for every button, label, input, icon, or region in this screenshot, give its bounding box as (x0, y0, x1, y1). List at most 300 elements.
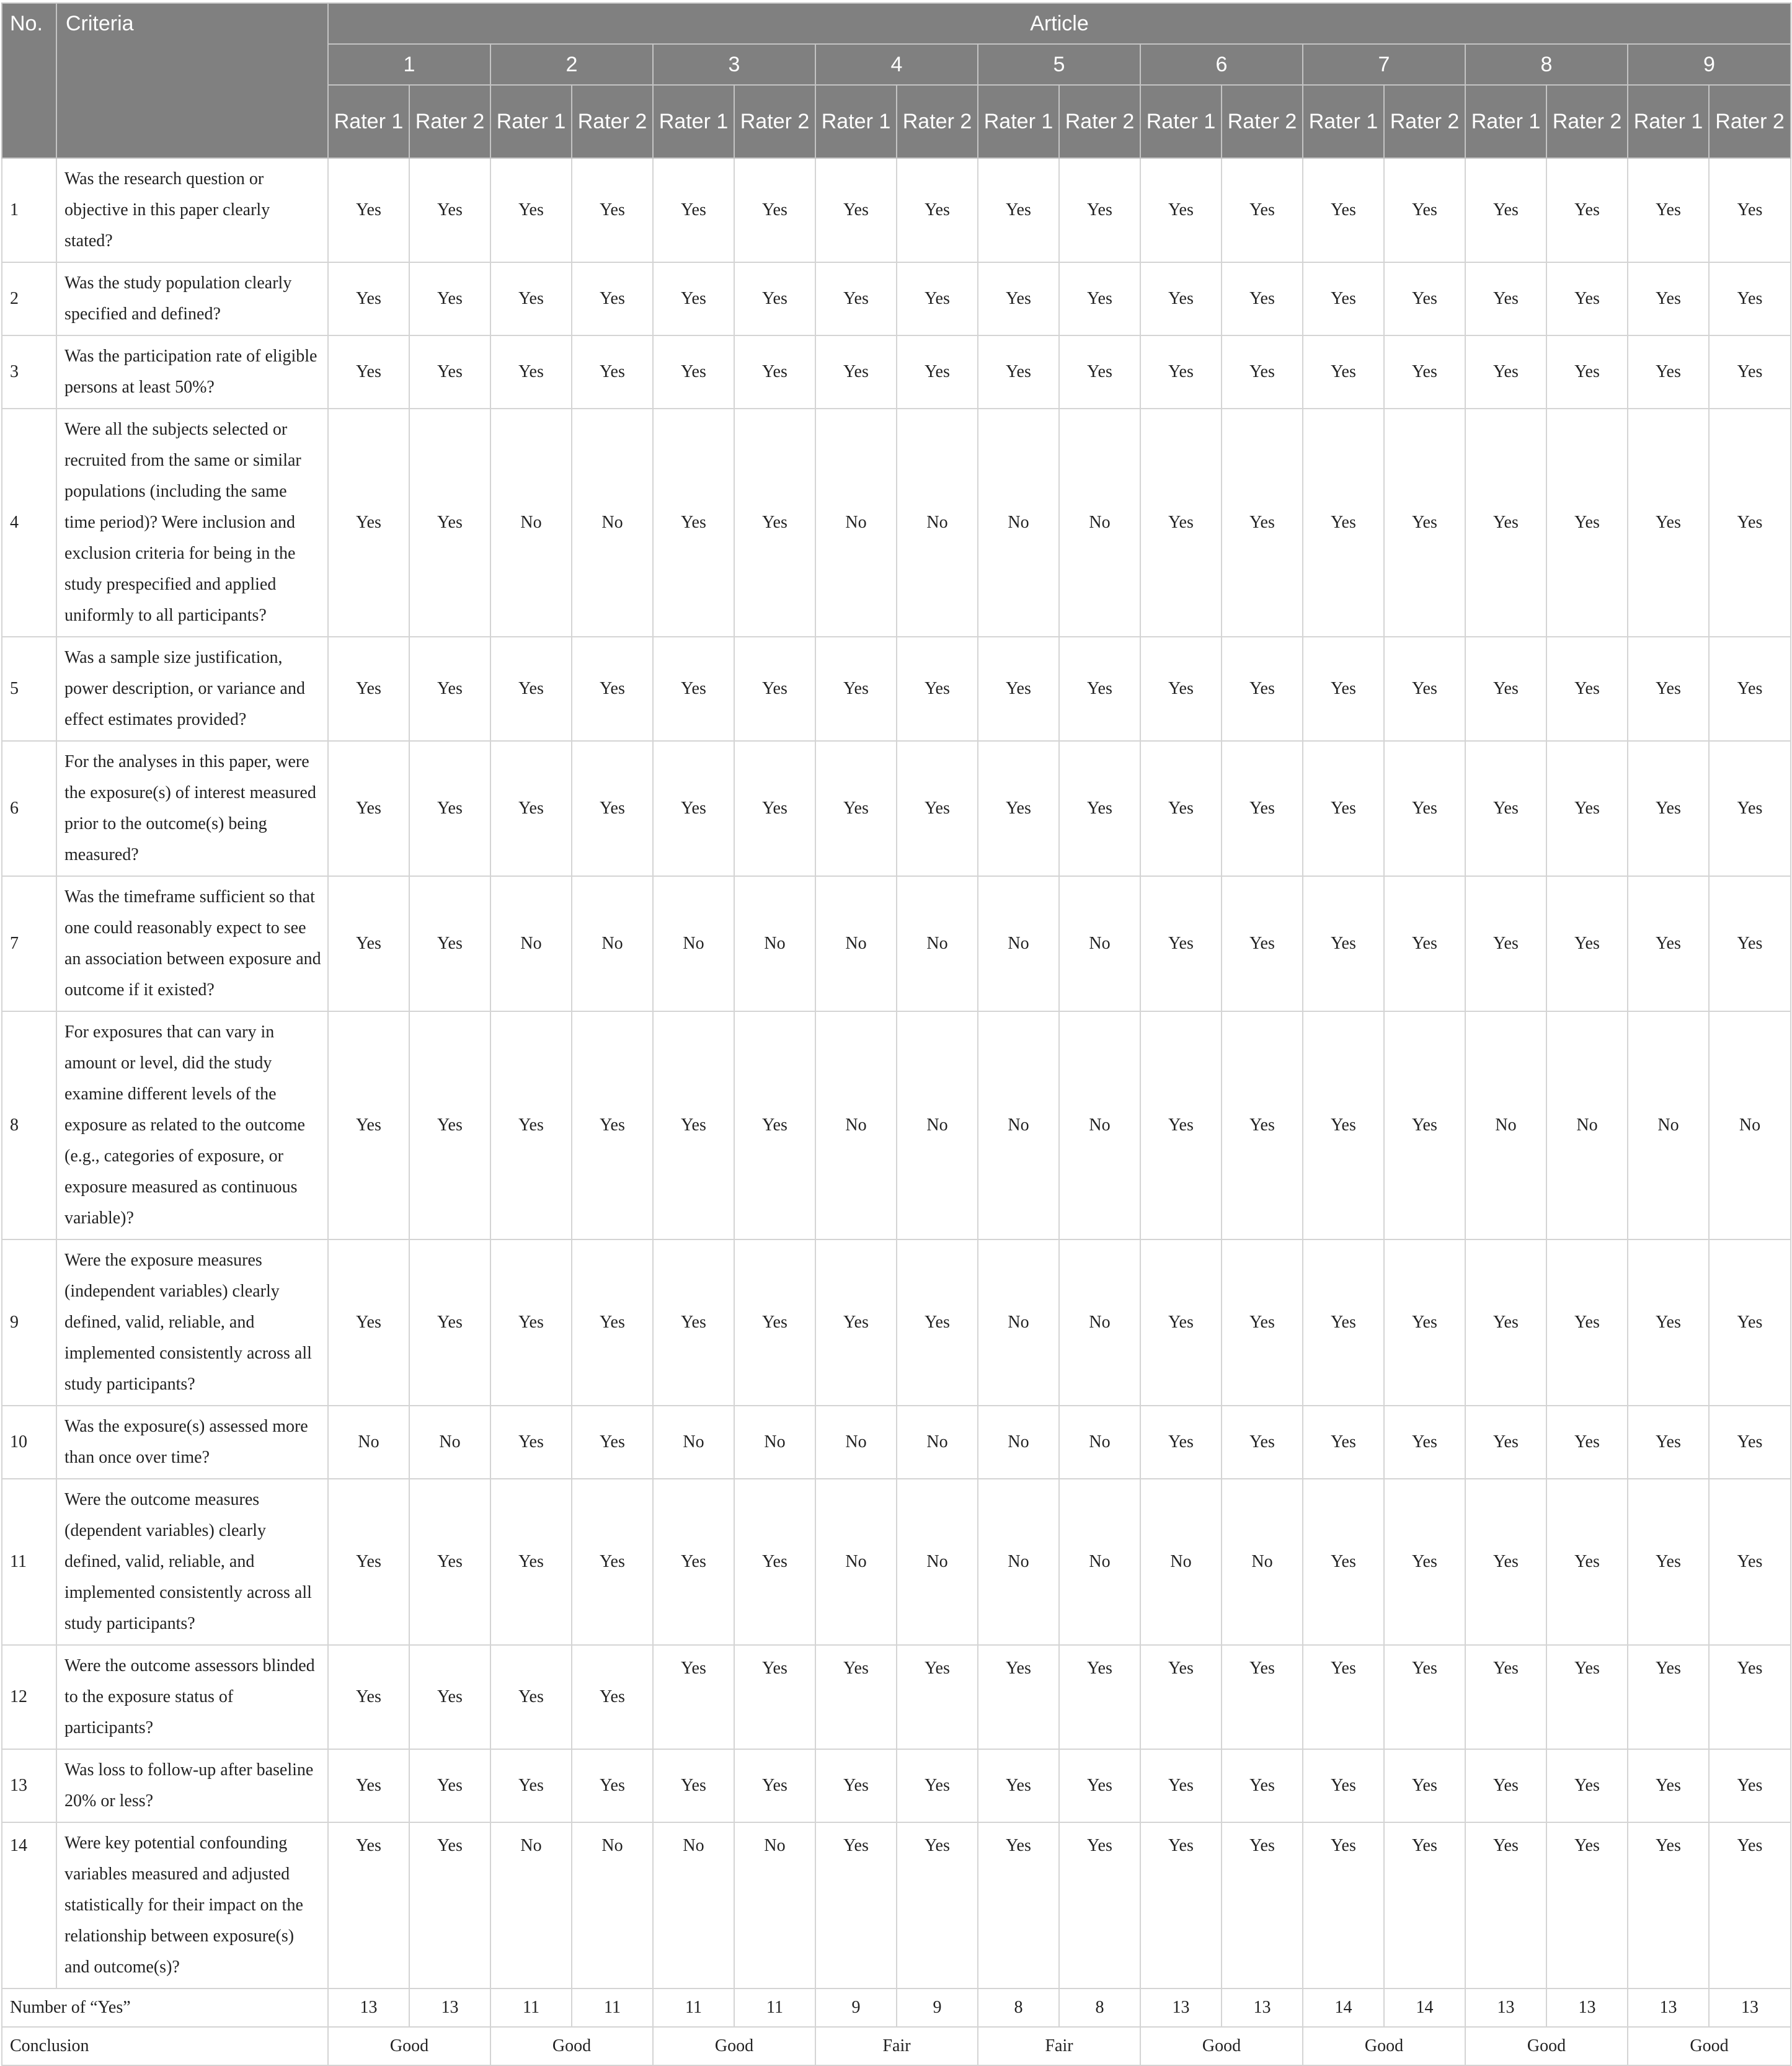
header-rater-1: Rater 1 (1465, 85, 1546, 158)
rating-cell: Yes (328, 1239, 409, 1406)
rating-cell: Yes (897, 1645, 978, 1749)
rating-cell: Yes (409, 1749, 490, 1822)
rating-cell: No (815, 1479, 897, 1645)
criterion-number: 14 (2, 1822, 56, 1988)
rating-cell: Yes (1384, 1749, 1465, 1822)
rating-cell: Yes (1384, 158, 1465, 262)
rating-cell: Yes (653, 335, 734, 409)
rating-cell: Yes (1709, 409, 1791, 637)
rating-cell: No (1059, 1011, 1140, 1239)
rating-cell: Yes (490, 1749, 572, 1822)
rating-cell: Yes (409, 741, 490, 876)
rating-cell: Yes (1384, 637, 1465, 741)
rating-cell: Yes (490, 741, 572, 876)
rating-cell: Yes (1140, 1406, 1222, 1479)
header-rater-2: Rater 2 (1709, 85, 1791, 158)
rating-cell: Yes (328, 262, 409, 335)
rating-cell: Yes (1628, 1239, 1709, 1406)
conclusion-cell: Good (1628, 2027, 1791, 2065)
rating-cell: Yes (734, 335, 815, 409)
rating-cell: Yes (1709, 335, 1791, 409)
conclusion-cell: Good (490, 2027, 653, 2065)
rating-cell: Yes (897, 1239, 978, 1406)
yes-count-cell: 9 (897, 1988, 978, 2027)
rating-cell: Yes (1222, 262, 1303, 335)
rating-cell: Yes (815, 1749, 897, 1822)
rating-cell: Yes (572, 741, 653, 876)
rating-cell: No (653, 1406, 734, 1479)
table-row (2, 335, 1791, 409)
rating-cell: No (897, 409, 978, 637)
rating-cell: Yes (1384, 1239, 1465, 1406)
rating-cell: Yes (328, 158, 409, 262)
rating-cell: No (897, 1011, 978, 1239)
rating-cell: Yes (572, 158, 653, 262)
header-rater-2: Rater 2 (409, 85, 490, 158)
criterion-number: 13 (2, 1749, 56, 1822)
rating-cell: Yes (1465, 1239, 1546, 1406)
criterion-number: 5 (2, 637, 56, 741)
rating-cell: Yes (1546, 1479, 1628, 1645)
rating-cell: Yes (1059, 335, 1140, 409)
header-rater-2: Rater 2 (572, 85, 653, 158)
rating-cell: Yes (409, 637, 490, 741)
rating-cell: Yes (653, 1479, 734, 1645)
rating-cell: Yes (1140, 1011, 1222, 1239)
rating-cell: Yes (1222, 637, 1303, 741)
rating-cell: Yes (1140, 1239, 1222, 1406)
rating-cell: Yes (815, 741, 897, 876)
criterion-text: Were the outcome assessors blinded to the exposure status of participants? (56, 1645, 328, 1749)
criterion-number: 2 (2, 262, 56, 335)
rating-cell: Yes (815, 1645, 897, 1749)
rating-cell: No (572, 1822, 653, 1988)
table-row (2, 1011, 1791, 1239)
rating-cell: Yes (815, 637, 897, 741)
rating-cell: Yes (1546, 637, 1628, 741)
rating-cell: Yes (1140, 741, 1222, 876)
header-article-4: 4 (815, 44, 978, 85)
table-row (2, 1749, 1791, 1822)
rating-cell: Yes (1059, 1822, 1140, 1988)
rating-cell: Yes (1059, 262, 1140, 335)
rating-cell: Yes (1709, 1239, 1791, 1406)
rating-cell: No (490, 876, 572, 1011)
yes-count-cell: 11 (572, 1988, 653, 2027)
yes-count-cell: 13 (1546, 1988, 1628, 2027)
rating-cell: Yes (897, 637, 978, 741)
rating-cell: Yes (1303, 637, 1384, 741)
rating-cell: No (1059, 1406, 1140, 1479)
rating-cell: Yes (897, 335, 978, 409)
table-body (2, 158, 1791, 2065)
rating-cell: No (409, 1406, 490, 1479)
header-rater-1: Rater 1 (815, 85, 897, 158)
rating-cell: Yes (1465, 262, 1546, 335)
header-rater-1: Rater 1 (653, 85, 734, 158)
header-article-3: 3 (653, 44, 815, 85)
header-article-8: 8 (1465, 44, 1628, 85)
rating-cell: Yes (1303, 1645, 1384, 1749)
header-rater-2: Rater 2 (1384, 85, 1465, 158)
header-article-6: 6 (1140, 44, 1303, 85)
rating-cell: No (815, 1011, 897, 1239)
criterion-text: Were the exposure measures (independent variables) clearly defined, valid, reliable, and implemented consistently across all study participants? (56, 1239, 328, 1406)
rating-cell: Yes (978, 1822, 1059, 1988)
rating-cell: No (978, 1011, 1059, 1239)
rating-cell: Yes (1465, 1822, 1546, 1988)
rating-cell: No (1709, 1011, 1791, 1239)
rating-cell: No (490, 409, 572, 637)
criterion-number: 11 (2, 1479, 56, 1645)
rating-cell: Yes (490, 1645, 572, 1749)
rating-cell: Yes (1140, 409, 1222, 637)
header-article-7: 7 (1303, 44, 1465, 85)
rating-cell: Yes (1465, 637, 1546, 741)
rating-cell: Yes (572, 1749, 653, 1822)
rating-cell: Yes (1222, 409, 1303, 637)
rating-cell: No (653, 876, 734, 1011)
rating-cell: Yes (1546, 1406, 1628, 1479)
rating-cell: Yes (1384, 1822, 1465, 1988)
rating-cell: Yes (328, 637, 409, 741)
rating-cell: Yes (1709, 158, 1791, 262)
header-article-1: 1 (328, 44, 490, 85)
criterion-number: 8 (2, 1011, 56, 1239)
yes-count-label: Number of “Yes” (2, 1988, 328, 2027)
rating-cell: Yes (490, 1239, 572, 1406)
rating-cell: Yes (1140, 158, 1222, 262)
criterion-number: 9 (2, 1239, 56, 1406)
rating-cell: Yes (328, 335, 409, 409)
yes-count-cell: 13 (1709, 1988, 1791, 2027)
rating-cell: Yes (1546, 409, 1628, 637)
rating-cell: Yes (1303, 1479, 1384, 1645)
rating-cell: Yes (1546, 876, 1628, 1011)
rating-cell: Yes (572, 1406, 653, 1479)
rating-cell: Yes (978, 335, 1059, 409)
criterion-text: Was a sample size justification, power description, or variance and effect estimates provided? (56, 637, 328, 741)
rating-cell: Yes (328, 1011, 409, 1239)
criterion-number: 4 (2, 409, 56, 637)
rating-cell: Yes (328, 1749, 409, 1822)
table-row (2, 262, 1791, 335)
rating-cell: Yes (734, 1749, 815, 1822)
rating-cell: Yes (978, 158, 1059, 262)
rating-cell: Yes (1546, 1749, 1628, 1822)
rating-cell: Yes (1222, 1011, 1303, 1239)
yes-count-cell: 13 (1465, 1988, 1546, 2027)
rating-cell: Yes (1546, 1822, 1628, 1988)
header-article-2: 2 (490, 44, 653, 85)
conclusion-label: Conclusion (2, 2027, 328, 2065)
yes-count-cell: 13 (328, 1988, 409, 2027)
rating-cell: Yes (1465, 158, 1546, 262)
rating-cell: Yes (1465, 741, 1546, 876)
rating-cell: Yes (1222, 1749, 1303, 1822)
rating-cell: Yes (409, 876, 490, 1011)
rating-cell: Yes (1140, 262, 1222, 335)
rating-cell: Yes (1546, 158, 1628, 262)
rating-cell: Yes (734, 637, 815, 741)
criterion-text: Were all the subjects selected or recruited from the same or similar populations (including the same time period)? Were inclusion and exclusion criteria for being in the study prespecified and applied uniformly to all participants? (56, 409, 328, 637)
rating-cell: Yes (1628, 1479, 1709, 1645)
rating-cell: Yes (1140, 637, 1222, 741)
rating-cell: Yes (1384, 1645, 1465, 1749)
rating-cell: Yes (978, 1749, 1059, 1822)
rating-cell: Yes (1059, 1749, 1140, 1822)
table-row (2, 158, 1791, 262)
rating-cell: Yes (1709, 876, 1791, 1011)
rating-cell: Yes (1709, 741, 1791, 876)
rating-cell: Yes (409, 158, 490, 262)
rating-cell: Yes (1222, 741, 1303, 876)
header-rater-1: Rater 1 (328, 85, 409, 158)
header-rater-1: Rater 1 (978, 85, 1059, 158)
rating-cell: Yes (1222, 335, 1303, 409)
rating-cell: No (815, 409, 897, 637)
rating-cell: Yes (653, 158, 734, 262)
rating-cell: No (572, 409, 653, 637)
rating-cell: Yes (1303, 876, 1384, 1011)
rating-cell: Yes (1709, 1406, 1791, 1479)
rating-cell: Yes (1628, 1406, 1709, 1479)
rating-cell: Yes (490, 1011, 572, 1239)
rating-cell: No (978, 1239, 1059, 1406)
rating-cell: Yes (653, 1239, 734, 1406)
criterion-text: Was the study population clearly specified and defined? (56, 262, 328, 335)
rating-cell: Yes (978, 262, 1059, 335)
rating-cell: Yes (1628, 409, 1709, 637)
rating-cell: Yes (734, 1239, 815, 1406)
rating-cell: Yes (1709, 637, 1791, 741)
rating-cell: No (897, 1479, 978, 1645)
rating-cell: Yes (978, 637, 1059, 741)
rating-cell: Yes (1059, 637, 1140, 741)
rating-cell: Yes (1303, 262, 1384, 335)
rating-cell: Yes (1709, 262, 1791, 335)
rating-cell: No (978, 1406, 1059, 1479)
rating-cell: Yes (653, 1645, 734, 1749)
rating-cell: Yes (1465, 876, 1546, 1011)
rating-cell: No (1628, 1011, 1709, 1239)
rating-cell: Yes (1222, 876, 1303, 1011)
table-row (2, 1645, 1791, 1749)
header-criteria: Criteria (56, 3, 328, 158)
conclusion-cell: Good (653, 2027, 815, 2065)
rating-cell: No (1222, 1479, 1303, 1645)
criterion-text: Was the research question or objective in this paper clearly stated? (56, 158, 328, 262)
header-rater-2: Rater 2 (1546, 85, 1628, 158)
yes-count-cell: 9 (815, 1988, 897, 2027)
rating-cell: No (897, 1406, 978, 1479)
conclusion-cell: Good (1303, 2027, 1465, 2065)
rating-cell: Yes (572, 262, 653, 335)
criterion-text: Were key potential confounding variables measured and adjusted statistically for their impact on the relationship between exposure(s) and outcome(s)? (56, 1822, 328, 1988)
rating-cell: No (1465, 1011, 1546, 1239)
rating-cell: Yes (1628, 262, 1709, 335)
rating-cell: Yes (328, 741, 409, 876)
rating-cell: No (978, 409, 1059, 637)
rating-cell: Yes (572, 335, 653, 409)
rating-cell: Yes (409, 335, 490, 409)
criterion-number: 6 (2, 741, 56, 876)
yes-count-cell: 13 (409, 1988, 490, 2027)
yes-count-cell: 14 (1303, 1988, 1384, 2027)
rating-cell: Yes (1059, 1645, 1140, 1749)
yes-count-cell: 13 (1222, 1988, 1303, 2027)
rating-cell: Yes (409, 262, 490, 335)
rating-cell: Yes (328, 1479, 409, 1645)
rating-cell: Yes (653, 409, 734, 637)
rating-cell: Yes (1303, 158, 1384, 262)
rating-cell: Yes (490, 158, 572, 262)
rating-cell: Yes (409, 1011, 490, 1239)
rating-cell: No (572, 876, 653, 1011)
table-row (2, 1239, 1791, 1406)
rating-cell: Yes (734, 1011, 815, 1239)
rating-cell: No (328, 1406, 409, 1479)
rating-cell: Yes (1384, 335, 1465, 409)
header-no: No. (2, 3, 56, 158)
rating-cell: Yes (1384, 741, 1465, 876)
rating-cell: Yes (1303, 1011, 1384, 1239)
rating-cell: Yes (815, 1822, 897, 1988)
header-rater-2: Rater 2 (1222, 85, 1303, 158)
table-row (2, 637, 1791, 741)
rating-cell: Yes (572, 1011, 653, 1239)
rating-cell: Yes (1546, 1645, 1628, 1749)
rating-cell: Yes (1628, 1749, 1709, 1822)
rating-cell: Yes (978, 741, 1059, 876)
rating-cell: Yes (1384, 409, 1465, 637)
rating-cell: No (734, 876, 815, 1011)
rating-cell: Yes (734, 158, 815, 262)
rating-cell: Yes (1465, 1479, 1546, 1645)
rating-cell: No (1546, 1011, 1628, 1239)
conclusion-cell: Good (1140, 2027, 1303, 2065)
rating-cell: No (1059, 409, 1140, 637)
rating-cell: Yes (1384, 876, 1465, 1011)
rating-cell: Yes (1709, 1479, 1791, 1645)
rating-cell: Yes (572, 1239, 653, 1406)
header-rater-2: Rater 2 (1059, 85, 1140, 158)
rating-cell: Yes (1059, 741, 1140, 876)
rating-cell: No (1140, 1479, 1222, 1645)
rating-cell: Yes (734, 409, 815, 637)
rating-cell: Yes (653, 637, 734, 741)
rating-cell: Yes (1303, 1239, 1384, 1406)
rating-cell: Yes (328, 409, 409, 637)
rating-cell: Yes (1222, 158, 1303, 262)
criterion-text: Was the timeframe sufficient so that one could reasonably expect to see an association between exposure and outcome if it existed? (56, 876, 328, 1011)
rating-cell: Yes (1628, 741, 1709, 876)
rating-cell: Yes (1303, 1406, 1384, 1479)
rating-cell: Yes (1628, 876, 1709, 1011)
rating-cell: No (815, 876, 897, 1011)
criterion-number: 10 (2, 1406, 56, 1479)
criterion-text: Were the outcome measures (dependent variables) clearly defined, valid, reliable, and implemented consistently across all study participants? (56, 1479, 328, 1645)
conclusion-cell: Fair (978, 2027, 1140, 2065)
rating-cell: Yes (653, 262, 734, 335)
table-row (2, 1406, 1791, 1479)
rating-cell: Yes (1140, 1645, 1222, 1749)
criterion-text: For the analyses in this paper, were the exposure(s) of interest measured prior to the outcome(s) being measured? (56, 741, 328, 876)
criterion-text: Was loss to follow-up after baseline 20% or less? (56, 1749, 328, 1822)
rating-cell: Yes (1465, 409, 1546, 637)
yes-count-row (2, 1988, 1791, 2027)
rating-cell: Yes (572, 637, 653, 741)
rating-cell: No (978, 876, 1059, 1011)
rating-cell: No (1059, 1479, 1140, 1645)
table-header (2, 3, 1791, 158)
rating-cell: Yes (1222, 1406, 1303, 1479)
header-article-9: 9 (1628, 44, 1791, 85)
rating-cell: Yes (734, 741, 815, 876)
rating-cell: No (734, 1822, 815, 1988)
table-row (2, 1479, 1791, 1645)
rating-cell: Yes (653, 1749, 734, 1822)
rating-cell: Yes (1140, 335, 1222, 409)
yes-count-cell: 11 (653, 1988, 734, 2027)
conclusion-cell: Good (328, 2027, 490, 2065)
rating-cell: Yes (897, 1749, 978, 1822)
rating-cell: Yes (1465, 335, 1546, 409)
rating-cell: No (1059, 876, 1140, 1011)
rating-cell: Yes (815, 1239, 897, 1406)
yes-count-cell: 11 (734, 1988, 815, 2027)
rating-cell: Yes (897, 262, 978, 335)
rating-cell: No (734, 1406, 815, 1479)
rating-cell: Yes (409, 1239, 490, 1406)
rating-cell: Yes (328, 1645, 409, 1749)
rating-cell: Yes (1709, 1749, 1791, 1822)
rating-cell: Yes (1303, 1749, 1384, 1822)
rating-cell: Yes (897, 158, 978, 262)
rating-cell: Yes (1140, 1822, 1222, 1988)
rating-cell: Yes (1546, 335, 1628, 409)
rating-cell: Yes (490, 1406, 572, 1479)
table-row (2, 741, 1791, 876)
yes-count-cell: 8 (1059, 1988, 1140, 2027)
rating-cell: Yes (1546, 1239, 1628, 1406)
rating-cell: Yes (1140, 1749, 1222, 1822)
rating-cell: Yes (1628, 1645, 1709, 1749)
rating-cell: Yes (1546, 262, 1628, 335)
rating-cell: Yes (734, 262, 815, 335)
rating-cell: Yes (1465, 1406, 1546, 1479)
rating-cell: Yes (328, 1822, 409, 1988)
rating-cell: Yes (1628, 335, 1709, 409)
header-rater-2: Rater 2 (897, 85, 978, 158)
criterion-number: 12 (2, 1645, 56, 1749)
rating-cell: Yes (409, 1645, 490, 1749)
rating-cell: Yes (734, 1479, 815, 1645)
rating-cell: Yes (815, 262, 897, 335)
rating-cell: Yes (815, 158, 897, 262)
rating-cell: Yes (1546, 741, 1628, 876)
header-article: Article (328, 3, 1791, 44)
criterion-number: 1 (2, 158, 56, 262)
rating-cell: Yes (490, 1479, 572, 1645)
yes-count-cell: 14 (1384, 1988, 1465, 2027)
yes-count-cell: 11 (490, 1988, 572, 2027)
rating-cell: Yes (1059, 158, 1140, 262)
rating-cell: Yes (734, 1645, 815, 1749)
criterion-number: 3 (2, 335, 56, 409)
rating-cell: Yes (1222, 1822, 1303, 1988)
rating-cell: No (897, 876, 978, 1011)
